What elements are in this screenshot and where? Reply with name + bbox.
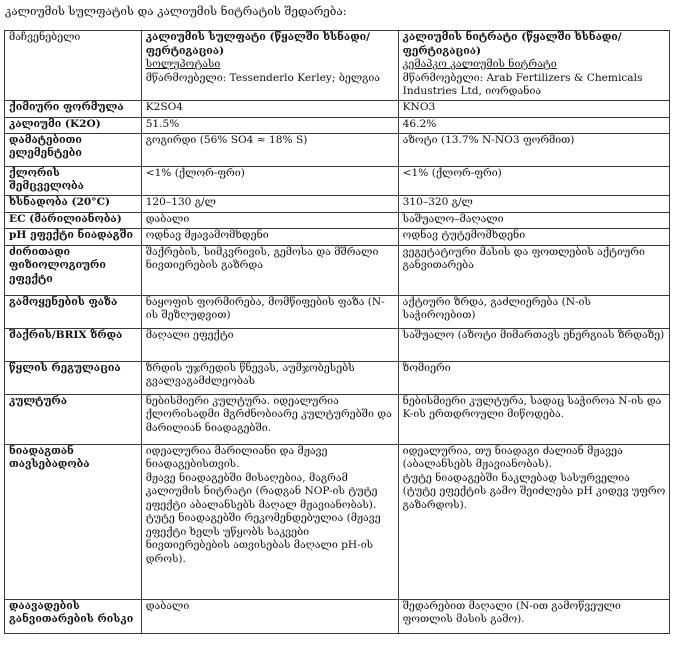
nitrate-cell — [398, 212, 669, 228]
parameter-cell — [5, 444, 142, 599]
parameter-cell — [5, 228, 142, 245]
nitrate-cell — [398, 100, 669, 117]
header-nitrate-product: კემაპკო კალიუმის ნიტრატი — [402, 58, 557, 70]
sulfate-text: მჟავე ნიადაგებში მისაღებია, მაგრამ კალიუმის ნიტრატი (რადგან NOP-ის ტუტე ეფექტი აბალანსებს მაღალ მჟავიანობას). — [145, 471, 378, 511]
nitrate-text: საშუალო–მაღალი — [402, 212, 504, 225]
nitrate-cell — [398, 444, 669, 599]
sulfate-cell — [141, 394, 398, 444]
sulfate-cell — [141, 444, 398, 599]
parameter-cell — [5, 245, 142, 295]
table-row — [5, 599, 670, 633]
table-row — [5, 212, 670, 228]
nitrate-cell — [398, 361, 669, 394]
table-row — [5, 166, 670, 195]
nitrate-text: შედარებით მაღალი (N-ით გამოწვეული ფოთლის მასის გამო). — [402, 599, 621, 625]
nitrate-cell — [398, 295, 669, 328]
parameter-cell — [5, 117, 142, 133]
sulfate-cell — [141, 100, 398, 117]
sulfate-cell — [141, 228, 398, 245]
header-sulfate-producer: მწარმოებელი: Tessenderlo Kerley; ბელგია — [145, 71, 381, 84]
sulfate-cell — [141, 133, 398, 166]
sulfate-cell — [141, 117, 398, 133]
parameter-cell — [5, 599, 142, 633]
intro-text: კალიუმის სულფატის და კალიუმის ნიტრატის შედარება: — [5, 4, 347, 18]
nitrate-cell — [398, 166, 669, 195]
nitrate-text: ვეგეტატიური მასის და ფოთლების აქტიური განვითარება — [402, 245, 645, 271]
nitrate-text: ტუტე ნიადაგებში ნაკლებად სასურველია (ტუტე ეფექტის გამო შეიძლება pH კიდევ უფრო გაზარდოს). — [402, 471, 666, 511]
parameter-text: კალიუმი (K2O) — [9, 117, 101, 130]
sulfate-text: შაქრების, სიმკვრივის, გემოსა და მშრალი ნივთიერების გაზრდა — [145, 245, 379, 271]
parameter-cell — [5, 195, 142, 212]
parameter-text: წყლის რეგულაცია — [9, 361, 121, 374]
table-row — [5, 295, 670, 328]
parameter-text: EC (მარილიანობა) — [9, 212, 122, 225]
header-nitrate-cell — [398, 31, 669, 101]
parameter-text: შაქრის/BRIX ზრდა — [9, 328, 123, 341]
nitrate-text: KNO3 — [402, 100, 436, 113]
header-parameter-cell — [5, 31, 142, 101]
parameter-cell — [5, 166, 142, 195]
table-row — [5, 394, 670, 444]
table-row — [5, 133, 670, 166]
nitrate-text: 46.2% — [402, 117, 437, 130]
parameter-cell — [5, 212, 142, 228]
table-row — [5, 100, 670, 117]
parameter-cell — [5, 394, 142, 444]
sulfate-text: ზრდის უჯრედის წნევას, აუმჯობესებს გვალვაგამძლეობას — [145, 361, 355, 387]
table-row — [5, 328, 670, 361]
parameter-text: ნიადაგთან თავსებადობა — [9, 444, 90, 470]
nitrate-cell — [398, 228, 669, 245]
table-row — [5, 361, 670, 394]
parameter-text: გამოყენების ფაზა — [9, 295, 118, 308]
nitrate-cell — [398, 394, 669, 444]
nitrate-cell — [398, 328, 669, 361]
sulfate-text: დაბალი — [145, 212, 190, 225]
parameter-text: ძირითადი ფიზიოლოგიური ეფექტი — [9, 245, 106, 285]
header-parameter-label: მაჩვენებელი — [9, 31, 81, 43]
nitrate-text: ოდნავ ტუტემომხდენი — [402, 228, 526, 241]
parameter-cell — [5, 133, 142, 166]
parameter-text: კულტურა — [9, 394, 67, 407]
table-row — [5, 245, 670, 295]
nitrate-text: ნებისმიერი კულტურა, სადაც საჭიროა N-ის და K-ის ერთდროული მიწოდება. — [402, 394, 662, 420]
parameter-text: დაავადების განვითარების რისკი — [9, 599, 134, 625]
sulfate-text: მაღალი ეფექტი — [145, 328, 234, 341]
header-sulfate-title: კალიუმის სულფატი (წყალში ხსნადი/ფერტიგაცია) — [145, 31, 370, 57]
sulfate-text: 120–130 გ/ლ — [145, 195, 216, 208]
nitrate-cell — [398, 599, 669, 633]
header-sulfate-cell — [141, 31, 398, 101]
sulfate-text: <1% (ქლორ-ფრი) — [145, 166, 245, 179]
nitrate-text: <1% (ქლორ-ფრი) — [402, 166, 502, 179]
parameter-text: დამატებითი ელემენტები — [9, 133, 82, 159]
sulfate-cell — [141, 328, 398, 361]
sulfate-text: ნებისმიერი კულტურა. იდეალურია ქლორისადმი მგრძნობიარე კულტურებში და მარილიან ნიადაგებში. — [145, 394, 392, 434]
sulfate-cell — [141, 295, 398, 328]
sulfate-cell — [141, 212, 398, 228]
table-row — [5, 444, 670, 599]
nitrate-text: 310–320 გ/ლ — [402, 195, 473, 208]
sulfate-text: K2SO4 — [145, 100, 184, 113]
sulfate-cell — [141, 245, 398, 295]
sulfate-text: ოდნავ მჟავამომხდენი — [145, 228, 269, 241]
nitrate-cell — [398, 133, 669, 166]
parameter-text: ქიმიური ფორმულა — [9, 100, 124, 113]
sulfate-text: გოგირდი (56% SO4 ≈ 18% S) — [145, 133, 308, 146]
nitrate-cell — [398, 117, 669, 133]
parameter-cell — [5, 295, 142, 328]
sulfate-cell — [141, 195, 398, 212]
parameter-cell — [5, 361, 142, 394]
header-nitrate-producer: მწარმოებელი: Arab Fertilizers & Chemicals Industries Ltd, იორდანია — [402, 71, 643, 97]
header-sulfate-product: სოლუპოტასი — [145, 58, 221, 70]
parameter-cell — [5, 100, 142, 117]
table-row — [5, 228, 670, 245]
sulfate-cell — [141, 361, 398, 394]
parameter-text: pH ეფექტი ნიადაგში — [9, 228, 133, 241]
table-header-row — [5, 31, 670, 101]
sulfate-text: ნაყოფის ფორმირება, მომწიფების ფაზა (N-ის შეზღუდვით) — [145, 295, 385, 321]
parameter-cell — [5, 328, 142, 361]
sulfate-text: დაბალი — [145, 599, 190, 612]
parameter-text: ხსნადობა (20°C) — [9, 195, 111, 208]
nitrate-text: საშუალო (აზოტი მიმართავს ენერგიას ზრდაზე) — [402, 328, 665, 341]
nitrate-text: აზოტი (13.7% N-NO3 ფორმით) — [402, 133, 575, 146]
header-nitrate-title: კალიუმის ნიტრატი (წყალში ხსნადი/ფერტიგაცია) — [402, 31, 622, 57]
nitrate-text: ზომიერი — [402, 361, 451, 374]
sulfate-cell — [141, 166, 398, 195]
parameter-text: ქლორის შემცველობა — [9, 166, 84, 192]
nitrate-text: აქტიური ზრდა, გაძლიერება (N-ის საჭიროებით) — [402, 295, 591, 321]
comparison-table — [4, 30, 670, 634]
sulfate-text: ტუტე ნიადაგებში რეკომენდებულია (მჟავე ეფექტი ხელს უწყობს საკვები ნივთიერებების ათვისებას მაღალი pH-ის დროს). — [145, 512, 381, 565]
sulfate-cell — [141, 599, 398, 633]
table-row — [5, 195, 670, 212]
nitrate-text: იდეალურია, თუ ნიადაგი ძალიან მჟავეა (აბალანსებს მჟავიანობას). — [402, 444, 623, 470]
sulfate-text: იდეალურია მარილიანი და მჟავე ნიადაგებისთვის. — [145, 444, 328, 470]
nitrate-cell — [398, 245, 669, 295]
sulfate-text: 51.5% — [145, 117, 180, 130]
table-row — [5, 117, 670, 133]
nitrate-cell — [398, 195, 669, 212]
